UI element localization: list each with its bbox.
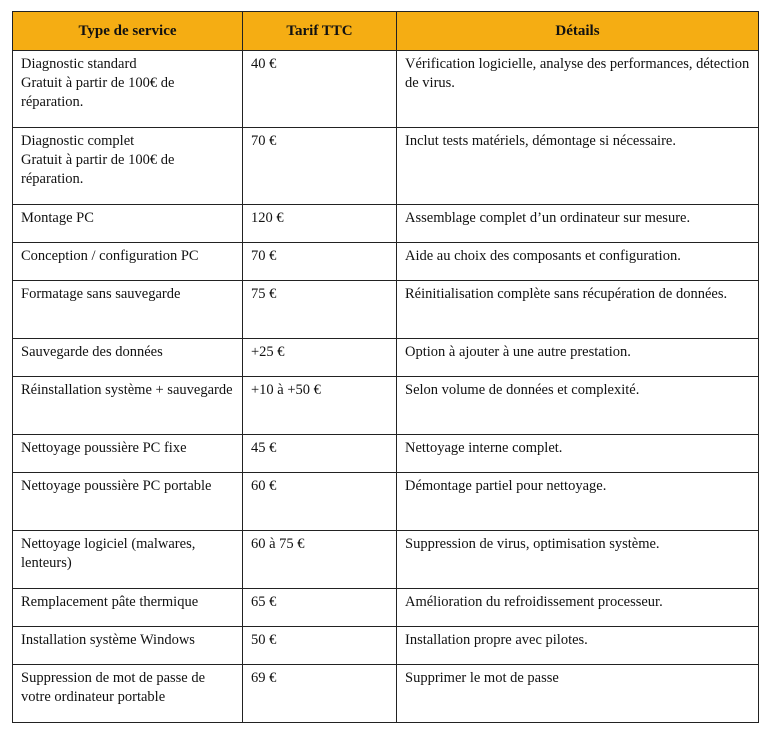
details-cell: Inclut tests matériels, démontage si nécessaire. (397, 128, 759, 205)
service-cell: Nettoyage poussière PC portable (13, 473, 243, 531)
service-cell: Suppression de mot de passe de votre ordinateur portable (13, 665, 243, 723)
details-cell: Aide au choix des composants et configuration. (397, 243, 759, 281)
service-name: Diagnostic standard (21, 56, 137, 72)
service-cell (13, 128, 243, 205)
service-cell: Conception / configuration PC (13, 243, 243, 281)
price-table (12, 11, 759, 723)
table-row (13, 243, 759, 281)
service-cell: Installation système Windows (13, 627, 243, 665)
service-cell: Nettoyage poussière PC fixe (13, 435, 243, 473)
price-cell: 60 à 75 € (243, 531, 397, 589)
price-cell: 75 € (243, 281, 397, 339)
price-cell: 65 € (243, 589, 397, 627)
details-cell: Vérification logicielle, analyse des performances, détection de virus. (397, 51, 759, 128)
details-cell: Selon volume de données et complexité. (397, 377, 759, 435)
price-cell: 69 € (243, 665, 397, 723)
price-cell: 40 € (243, 51, 397, 128)
table-row (13, 589, 759, 627)
service-name: Diagnostic complet (21, 133, 135, 149)
details-cell: Assemblage complet d’un ordinateur sur mesure. (397, 205, 759, 243)
table-row (13, 435, 759, 473)
table-row (13, 205, 759, 243)
service-cell: Formatage sans sauvegarde (13, 281, 243, 339)
table-row (13, 281, 759, 339)
details-cell: Suppression de virus, optimisation système. (397, 531, 759, 589)
header-row (13, 12, 759, 51)
service-note: Gratuit à partir de 100€ de réparation. (21, 152, 175, 187)
service-cell: Réinstallation système + sauvegarde (13, 377, 243, 435)
details-cell: Installation propre avec pilotes. (397, 627, 759, 665)
service-note: Gratuit à partir de 100€ de réparation. (21, 75, 175, 110)
price-cell: 50 € (243, 627, 397, 665)
details-cell: Option à ajouter à une autre prestation. (397, 339, 759, 377)
header-price: Tarif TTC (243, 12, 397, 51)
details-cell: Démontage partiel pour nettoyage. (397, 473, 759, 531)
price-cell: 70 € (243, 128, 397, 205)
price-cell: 70 € (243, 243, 397, 281)
details-cell: Nettoyage interne complet. (397, 435, 759, 473)
service-cell: Remplacement pâte thermique (13, 589, 243, 627)
table-row (13, 473, 759, 531)
details-cell: Amélioration du refroidissement processeur. (397, 589, 759, 627)
table-row (13, 627, 759, 665)
price-cell: 60 € (243, 473, 397, 531)
price-cell: 45 € (243, 435, 397, 473)
details-cell: Supprimer le mot de passe (397, 665, 759, 723)
table-row (13, 531, 759, 589)
table-row (13, 665, 759, 723)
price-cell: 120 € (243, 205, 397, 243)
header-details: Détails (397, 12, 759, 51)
service-cell: Sauvegarde des données (13, 339, 243, 377)
service-cell (13, 51, 243, 128)
table-row (13, 377, 759, 435)
price-cell: +10 à +50 € (243, 377, 397, 435)
table-row (13, 51, 759, 128)
service-cell: Montage PC (13, 205, 243, 243)
table-row (13, 339, 759, 377)
details-cell: Réinitialisation complète sans récupération de données. (397, 281, 759, 339)
service-cell: Nettoyage logiciel (malwares, lenteurs) (13, 531, 243, 589)
price-cell: +25 € (243, 339, 397, 377)
header-service: Type de service (13, 12, 243, 51)
table-row (13, 128, 759, 205)
